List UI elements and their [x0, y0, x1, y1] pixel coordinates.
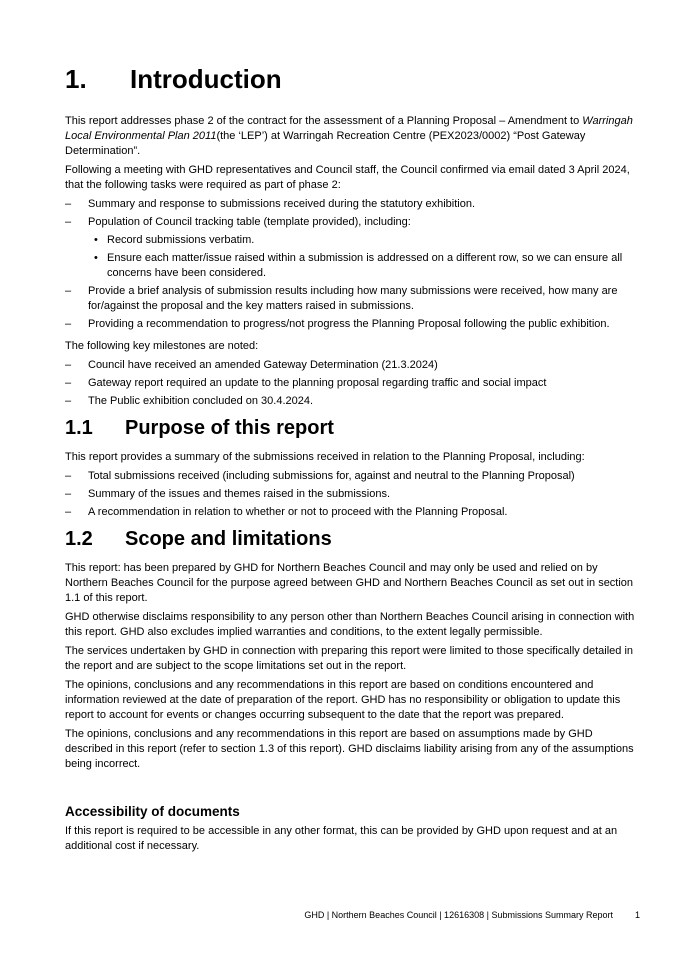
list-item: [65, 376, 640, 391]
list-item-text: Summary of the issues and themes raised in the submissions.: [88, 488, 391, 500]
dash-marker: –: [65, 198, 72, 210]
milestones-list: [65, 358, 640, 409]
list-item: [65, 197, 640, 212]
scope-paragraph: GHD otherwise disclaims responsibility to any person other than Northern Beaches Council arising in connection with this report. GHD also excludes implied warranties and conditions, to the extent legally permissible.: [65, 611, 635, 638]
heading-title: Purpose of this report: [125, 417, 334, 439]
list-item: [65, 284, 640, 314]
scope-paragraph: This report: has been prepared by GHD for Northern Beaches Council and may only be used and relied on by Northern Beaches Council for the purpose agreed between GHD and Northern Beaches Council as set out in section 1.1 of this report.: [65, 562, 634, 604]
list-item: [65, 505, 640, 520]
scope-paragraph: The opinions, conclusions and any recommendations in this report are based on conditions encountered and information reviewed at the date of preparation of the report. GHD has no responsibility or obligation to update this report to account for events or changes occurring subsequent to the date that the report was prepared.: [65, 679, 621, 721]
list-item-text: Gateway report required an update to the planning proposal regarding traffic and social impact: [88, 377, 547, 389]
accessibility-heading: Accessibility of documents: [65, 804, 240, 819]
list-item: [65, 469, 640, 484]
dash-marker: –: [65, 318, 72, 330]
footer-page-number: 1: [634, 910, 640, 920]
footer-text: GHD | Northern Beaches Council | 12616308 | Submissions Summary Report: [304, 910, 613, 920]
heading-number: 1.2: [65, 528, 93, 550]
list-item-text: Providing a recommendation to progress/not progress the Planning Proposal following the public exhibition.: [88, 318, 610, 330]
list-item: [65, 215, 640, 230]
list-item: [65, 358, 640, 373]
list-item: [65, 317, 640, 332]
list-item: [65, 487, 640, 502]
list-item-text: Total submissions received (including submissions for, against and neutral to the Planning Proposal): [88, 470, 575, 482]
list-item-text: A recommendation in relation to whether or not to proceed with the Planning Proposal.: [88, 506, 508, 518]
dash-marker: –: [65, 506, 72, 518]
purpose-lead: This report provides a summary of the submissions received in relation to the Planning Proposal, including:: [65, 451, 585, 463]
purpose-list: [65, 469, 640, 520]
milestones-lead: The following key milestones are noted:: [65, 340, 259, 352]
dash-marker: –: [65, 359, 72, 371]
list-item-text: Ensure each matter/issue raised within a submission is addressed on a different row, so we can ensure all concerns have been considered.: [107, 252, 623, 279]
intro-p1-pre: This report addresses phase 2 of the contract for the assessment of a Planning Proposal – Amendment to: [65, 115, 583, 127]
section-1-2-heading: [65, 527, 640, 551]
dash-marker: –: [65, 395, 72, 407]
list-item-text: Record submissions verbatim.: [107, 234, 255, 246]
page-footer: [65, 909, 640, 921]
intro-paragraph-1: [65, 114, 640, 159]
list-item-text: The Public exhibition concluded on 30.4.2024.: [88, 395, 314, 407]
section-1-1-heading: [65, 416, 640, 440]
list-item-text: Council have received an amended Gateway Determination (21.3.2024): [88, 359, 438, 371]
heading-number: 1.1: [65, 417, 93, 439]
list-item-nested: [94, 233, 640, 248]
scope-paragraph: The opinions, conclusions and any recommendations in this report are based on assumptions made by GHD described in this report (refer to section 1.3 of this report). GHD disclaims liability arising from any of the assumptions being incorrect.: [65, 728, 634, 770]
tasks-list: [65, 197, 640, 332]
intro-paragraph-2: Following a meeting with GHD representatives and Council staff, the Council confirmed via email dated 3 April 2024, that the following tasks were required as part of phase 2:: [65, 164, 630, 191]
list-item-text: Summary and response to submissions received during the statutory exhibition.: [88, 198, 476, 210]
dash-marker: –: [65, 377, 72, 389]
list-item-text: Provide a brief analysis of submission results including how many submissions were received, how many are for/against the proposal and the key matters raised in submissions.: [88, 285, 618, 312]
accessibility-body: If this report is required to be accessible in any other format, this can be provided by GHD upon request and at an additional cost if necessary.: [65, 825, 618, 852]
dash-marker: –: [65, 216, 72, 228]
bullet-marker: •: [94, 234, 98, 246]
heading-title: Scope and limitations: [125, 528, 332, 550]
list-item-text: Population of Council tracking table (template provided), including:: [88, 216, 411, 228]
list-item-nested: [94, 251, 640, 281]
dash-marker: –: [65, 285, 72, 297]
list-item: [65, 394, 640, 409]
intro-p1-post: (the ‘LEP’) at Warringah Recreation Centre (PEX2023/0002) “Post Gateway Determination”.: [65, 130, 586, 157]
scope-paragraph: The services undertaken by GHD in connection with preparing this report were limited to those specifically detailed in the report and are subject to the scope limitations set out in the report.: [65, 645, 634, 672]
dash-marker: –: [65, 488, 72, 500]
heading-number: 1.: [65, 64, 87, 94]
heading-title: Introduction: [130, 64, 282, 94]
dash-marker: –: [65, 470, 72, 482]
intro-p1-italic-title: Warringah Local Environmental Plan 2011: [65, 115, 633, 142]
section-1-heading: [65, 64, 640, 94]
bullet-marker: •: [94, 252, 98, 264]
